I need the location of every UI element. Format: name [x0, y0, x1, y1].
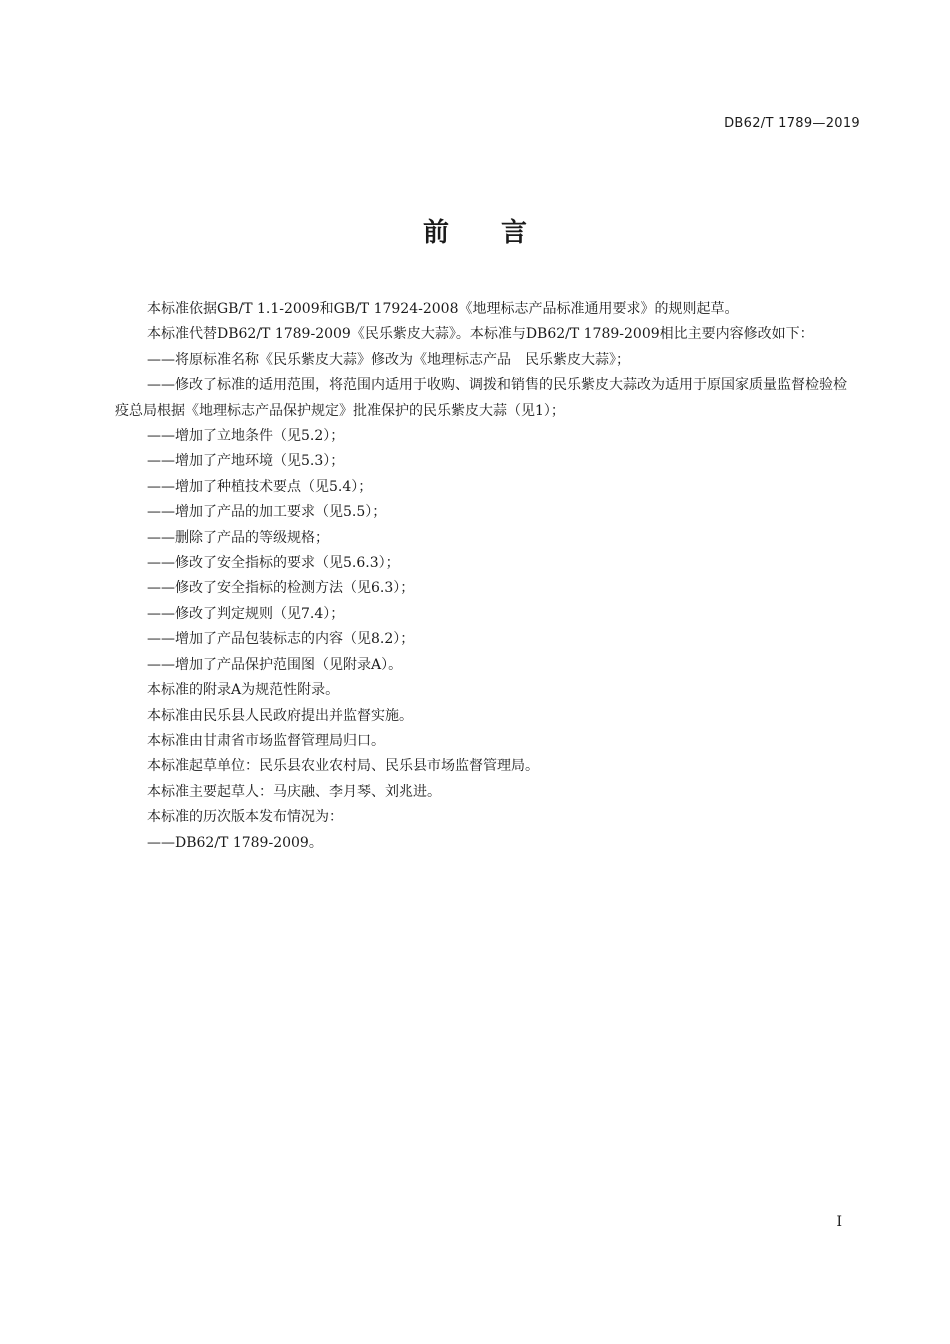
title-char-2: 言	[501, 218, 528, 248]
closing-line: 本标准主要起草人：马庆融、李月琴、刘兆进。	[147, 783, 441, 800]
paragraph-replacement: 本标准代替DB62/T 1789-2009《民乐紫皮大蒜》。本标准与DB62/T 1789-2009相比主要内容修改如下：	[147, 326, 814, 343]
history-item: ——DB62/T 1789-2009。	[147, 834, 323, 851]
change-item: ——增加了产品保护范围图（见附录A）。	[147, 656, 403, 673]
change-item: ——将原标准名称《民乐紫皮大蒜》修改为《地理标志产品 民乐紫皮大蒜》；	[147, 351, 630, 368]
change-item: ——增加了立地条件（见5.2）；	[147, 428, 345, 445]
change-item: ——修改了安全指标的要求（见5.6.3）；	[147, 555, 400, 572]
document-code: DB62/T 1789—2019	[724, 116, 860, 131]
foreword-body	[115, 297, 860, 856]
paragraph-basis: 本标准依据GB/T 1.1-2009和GB/T 17924-2008《地理标志产品标准通用要求》的规则起草。	[147, 301, 739, 317]
title-char-1: 前	[422, 218, 449, 248]
change-item: ——修改了安全指标的检测方法（见6.3）；	[147, 580, 415, 597]
closing-line: 本标准起草单位：民乐县农业农村局、民乐县市场监督管理局。	[147, 758, 539, 775]
closing-line: 本标准的历次版本发布情况为：	[147, 809, 343, 826]
closing-line: 本标准由甘肃省市场监督管理局归口。	[147, 732, 385, 749]
change-item: ——增加了种植技术要点（见5.4）；	[147, 478, 373, 495]
closing-line: 本标准的附录A为规范性附录。	[147, 682, 340, 699]
change-item: ——增加了产地环境（见5.3）；	[147, 453, 345, 470]
change-item: ——增加了产品的加工要求（见5.5）；	[147, 504, 387, 521]
change-item: ——修改了标准的适用范围，将范围内适用于收购、调拨和销售的民乐紫皮大蒜改为适用于原国家质量监督检验检疫总局根据《地理标志产品保护规定》批准保护的民乐紫皮大蒜（见1）；	[115, 377, 847, 419]
closing-line: 本标准由民乐县人民政府提出并监督实施。	[147, 707, 413, 724]
page-number: I	[836, 1214, 842, 1230]
change-item: ——删除了产品的等级规格；	[147, 529, 329, 546]
page-title	[0, 212, 950, 249]
change-item: ——修改了判定规则（见7.4）；	[147, 605, 345, 622]
change-item: ——增加了产品包装标志的内容（见8.2）；	[147, 631, 415, 648]
